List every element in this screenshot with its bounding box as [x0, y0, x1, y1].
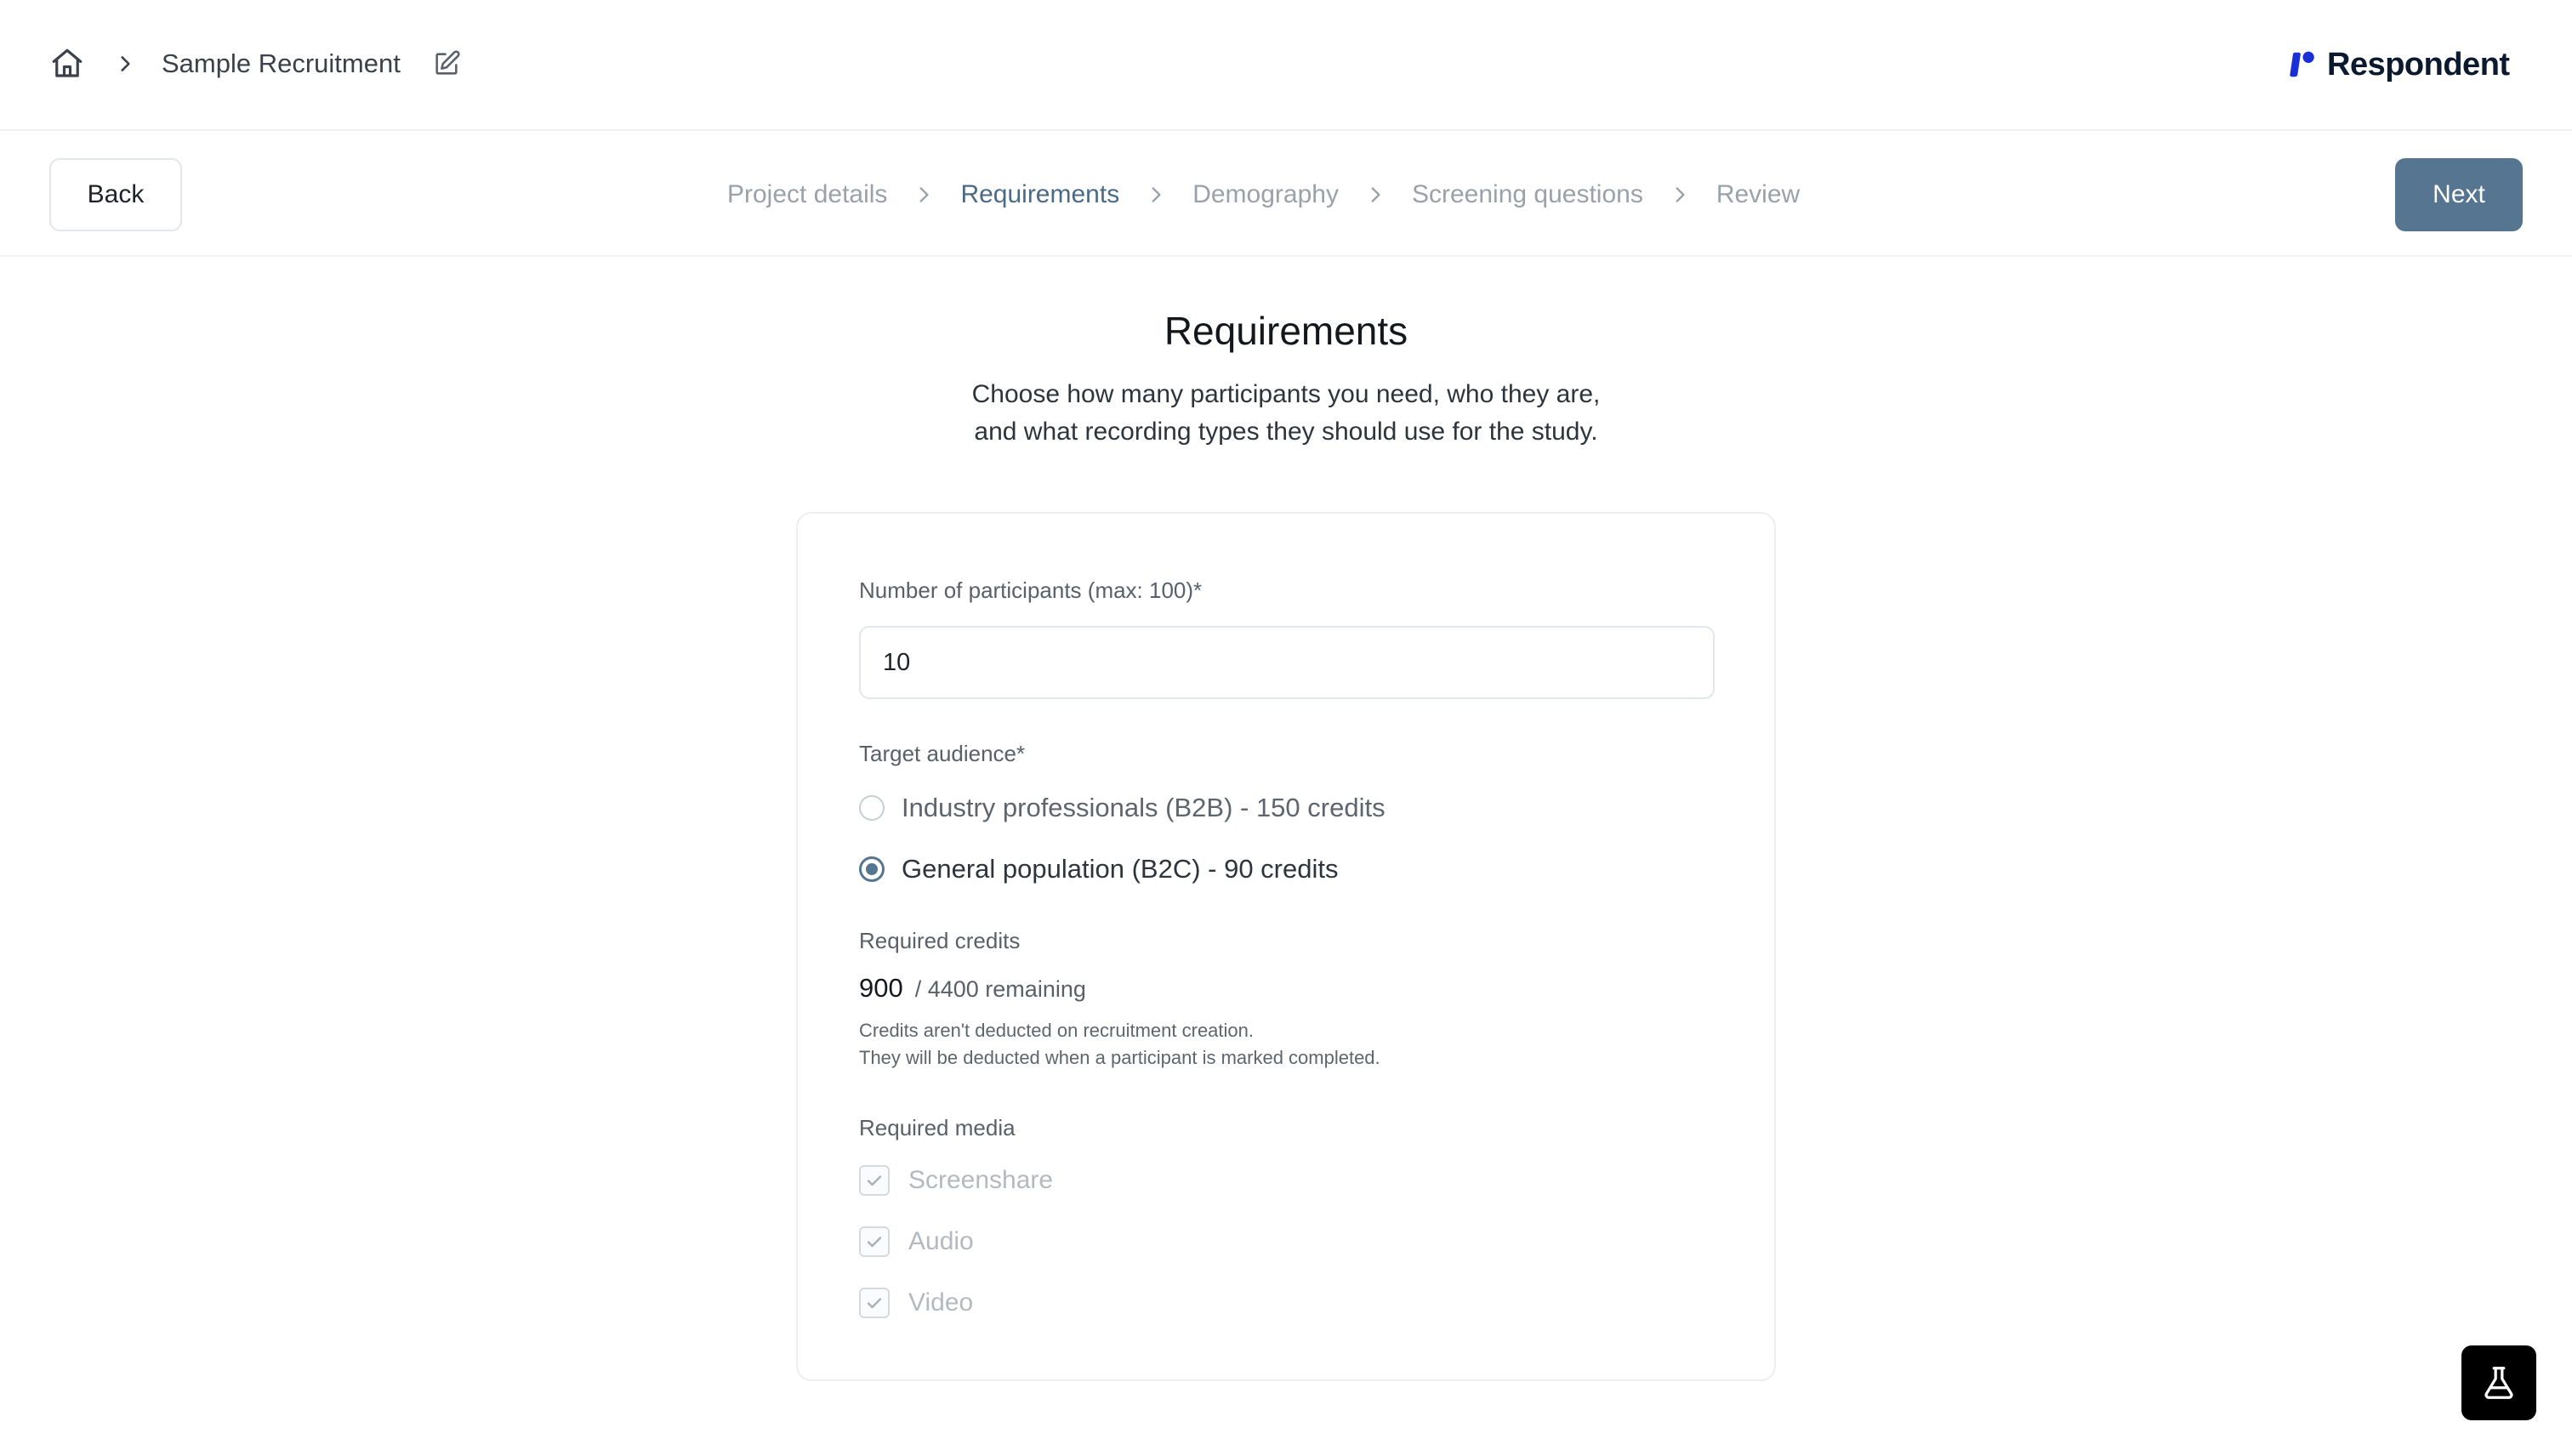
audience-option-label: General population (B2C) - 90 credits	[902, 854, 1339, 884]
credits-required-value: 900	[859, 973, 903, 1003]
media-label: Required media	[859, 1115, 1016, 1140]
step-demography[interactable]: Demography	[1192, 180, 1339, 208]
brand-name: Respondent	[2327, 46, 2510, 82]
home-icon[interactable]	[49, 46, 85, 82]
media-option-label: Audio	[908, 1227, 974, 1255]
checkbox-disabled-checked	[859, 1226, 890, 1257]
progress-steps	[727, 173, 1800, 216]
media-option-audio	[859, 1223, 974, 1260]
respondent-logo-icon	[2286, 48, 2319, 81]
audience-label: Target audience*	[859, 741, 1026, 766]
audience-option-b2b[interactable]	[859, 789, 1386, 827]
radio-button-unselected[interactable]	[859, 795, 885, 821]
page-subtitle	[861, 376, 1711, 451]
chevron-right-icon	[1364, 184, 1386, 206]
step-project-details[interactable]: Project details	[727, 180, 888, 208]
chevron-right-icon	[1669, 184, 1691, 206]
step-review[interactable]: Review	[1716, 180, 1801, 208]
step-requirements[interactable]: Requirements	[960, 180, 1120, 208]
page-title: Requirements	[1164, 309, 1408, 353]
page-subtitle-line: and what recording types they should use for the study.	[974, 418, 1598, 446]
floating-lab-button[interactable]	[2461, 1345, 2536, 1420]
media-option-label: Video	[908, 1288, 974, 1317]
media-option-screenshare	[859, 1162, 1053, 1199]
checkbox-disabled-checked	[859, 1288, 890, 1318]
brand-logo[interactable]	[2286, 44, 2510, 85]
chevron-right-icon	[913, 184, 935, 206]
project-title: Sample Recruitment	[162, 48, 401, 78]
page-subtitle-line: Choose how many participants you need, who they are,	[971, 380, 1601, 408]
stepper-bar	[0, 131, 2572, 257]
top-bar	[0, 0, 2572, 131]
next-button[interactable]: Next	[2395, 158, 2523, 231]
credits-summary	[859, 973, 1086, 1010]
check-icon	[864, 1170, 885, 1191]
back-button[interactable]: Back	[49, 158, 182, 231]
requirements-card	[796, 512, 1776, 1381]
media-option-label: Screenshare	[908, 1166, 1054, 1194]
credits-remaining: / 4400 remaining	[914, 976, 1086, 1002]
flask-icon	[2479, 1363, 2518, 1402]
step-screening-questions[interactable]: Screening questions	[1411, 180, 1643, 208]
audience-option-b2c[interactable]	[859, 850, 1338, 888]
chevron-right-icon	[114, 53, 136, 75]
check-icon	[864, 1231, 885, 1252]
check-icon	[864, 1293, 885, 1313]
participants-input[interactable]	[859, 626, 1715, 699]
credits-note: They will be deducted when a participant is marked completed.	[859, 1047, 1380, 1068]
credits-note: Credits aren't deducted on recruitment creation.	[859, 1020, 1254, 1041]
participants-label: Number of participants (max: 100)*	[859, 577, 1203, 603]
edit-icon[interactable]	[432, 49, 461, 78]
credits-label: Required credits	[859, 928, 1021, 953]
media-option-video	[859, 1284, 973, 1322]
radio-button-selected[interactable]	[859, 856, 885, 882]
checkbox-disabled-checked	[859, 1165, 890, 1196]
chevron-right-icon	[1145, 184, 1167, 206]
audience-option-label: Industry professionals (B2B) - 150 credits	[902, 793, 1386, 822]
